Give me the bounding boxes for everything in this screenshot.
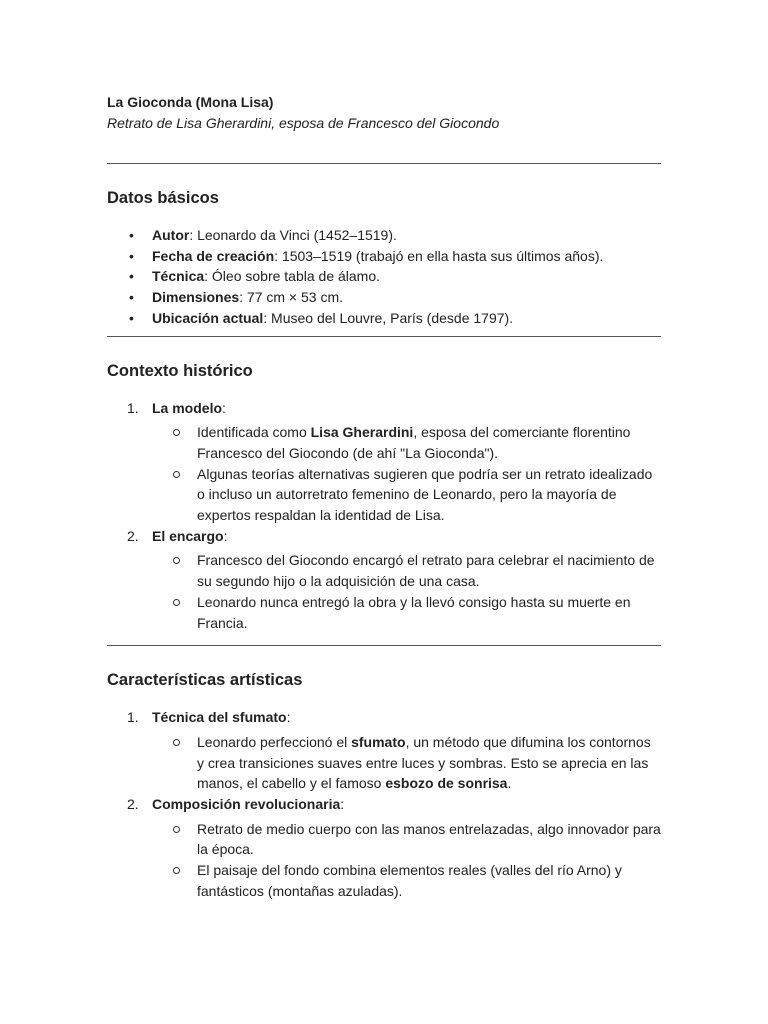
- list-item: • Dimensiones: 77 cm × 53 cm.: [107, 287, 661, 308]
- circle-bullet-icon: [173, 557, 180, 564]
- numbered-item: 1. Técnica del sfumato: Leonardo perfeccionó el sfumato, un método que difumina los contornos y crea transiciones suaves entre luces y sombras. Esto se aprecia en las manos, el cabello y el famoso esbozo de sonrisa.: [107, 707, 661, 794]
- sub-list: [152, 732, 661, 794]
- numbered-item: 2. Composición revolucionaria: Retrato de medio cuerpo con las manos entrelazadas, algo innovador para la época. El paisaje del fondo combina elementos reales (valles del río Arno) y fantásticos (montañas azuladas).: [107, 794, 661, 902]
- circle-bullet-icon: [173, 471, 180, 478]
- sub-list-item: Leonardo perfeccionó el sfumato, un método que difumina los contornos y crea transiciones suaves entre luces y sombras. Esto se aprecia en las manos, el cabello y el famoso esbozo de sonrisa.: [152, 732, 661, 794]
- document-body: [107, 93, 661, 902]
- sub-list-item: El paisaje del fondo combina elementos reales (valles del río Arno) y fantásticos (montañas azuladas).: [152, 860, 661, 901]
- divider: [107, 645, 661, 646]
- sub-list-item: Algunas teorías alternativas sugieren que podría ser un retrato idealizado o incluso un autorretrato femenino de Leonardo, pero la mayoría de expertos respaldan la identidad de Lisa.: [152, 464, 661, 526]
- sub-list-item: Identificada como Lisa Gherardini, esposa del comerciante florentino Francesco del Giocondo (de ahí "La Gioconda").: [152, 422, 661, 463]
- list-item: • Fecha de creación: 1503–1519 (trabajó en ella hasta sus últimos años).: [107, 246, 661, 267]
- document-subtitle: Retrato de Lisa Gherardini, esposa de Francesco del Giocondo: [107, 115, 500, 131]
- list-item: • Autor: Leonardo da Vinci (1452–1519).: [107, 225, 661, 246]
- circle-bullet-icon: [173, 739, 180, 746]
- numbered-item: 2. El encargo: Francesco del Giocondo encargó el retrato para celebrar el nacimiento de su segundo hijo o la adquisición de una casa. Leonardo nunca entregó la obra y la llevó consigo hasta su muerte en Francia.: [107, 526, 661, 634]
- circle-bullet-icon: [173, 867, 180, 874]
- list-item: • Técnica: Óleo sobre tabla de álamo.: [107, 266, 661, 287]
- document-title: La Gioconda (Mona Lisa): [107, 94, 274, 110]
- sub-list: [152, 550, 661, 633]
- list-item: • Ubicación actual: Museo del Louvre, París (desde 1797).: [107, 308, 661, 329]
- circle-bullet-icon: [173, 429, 180, 436]
- section-heading-context: Contexto histórico: [107, 361, 253, 380]
- section-heading-features: Características artísticas: [107, 671, 303, 690]
- divider: [107, 163, 661, 164]
- context-list: [107, 398, 661, 634]
- sub-list-item: Leonardo nunca entregó la obra y la llevó consigo hasta su muerte en Francia.: [152, 592, 661, 633]
- divider: [107, 336, 661, 337]
- section-heading-basics: Datos básicos: [107, 189, 219, 207]
- sub-list: [152, 819, 661, 902]
- features-list: [107, 707, 661, 901]
- basics-list: [107, 225, 661, 329]
- circle-bullet-icon: [173, 826, 180, 833]
- circle-bullet-icon: [173, 599, 180, 606]
- sub-list-item: Retrato de medio cuerpo con las manos entrelazadas, algo innovador para la época.: [152, 819, 661, 860]
- numbered-item: 1. La modelo: Identificada como Lisa Gherardini, esposa del comerciante florentino Francesco del Giocondo (de ahí "La Gioconda"). Algunas teorías alternativas sugieren que podría ser un retrato idealizado o incluso un autorretrato femenino de Leonardo, pero la mayoría de expertos respaldan la identidad de Lisa.: [107, 398, 661, 526]
- sub-list-item: Francesco del Giocondo encargó el retrato para celebrar el nacimiento de su segundo hijo o la adquisición de una casa.: [152, 550, 661, 591]
- sub-list: [152, 422, 661, 526]
